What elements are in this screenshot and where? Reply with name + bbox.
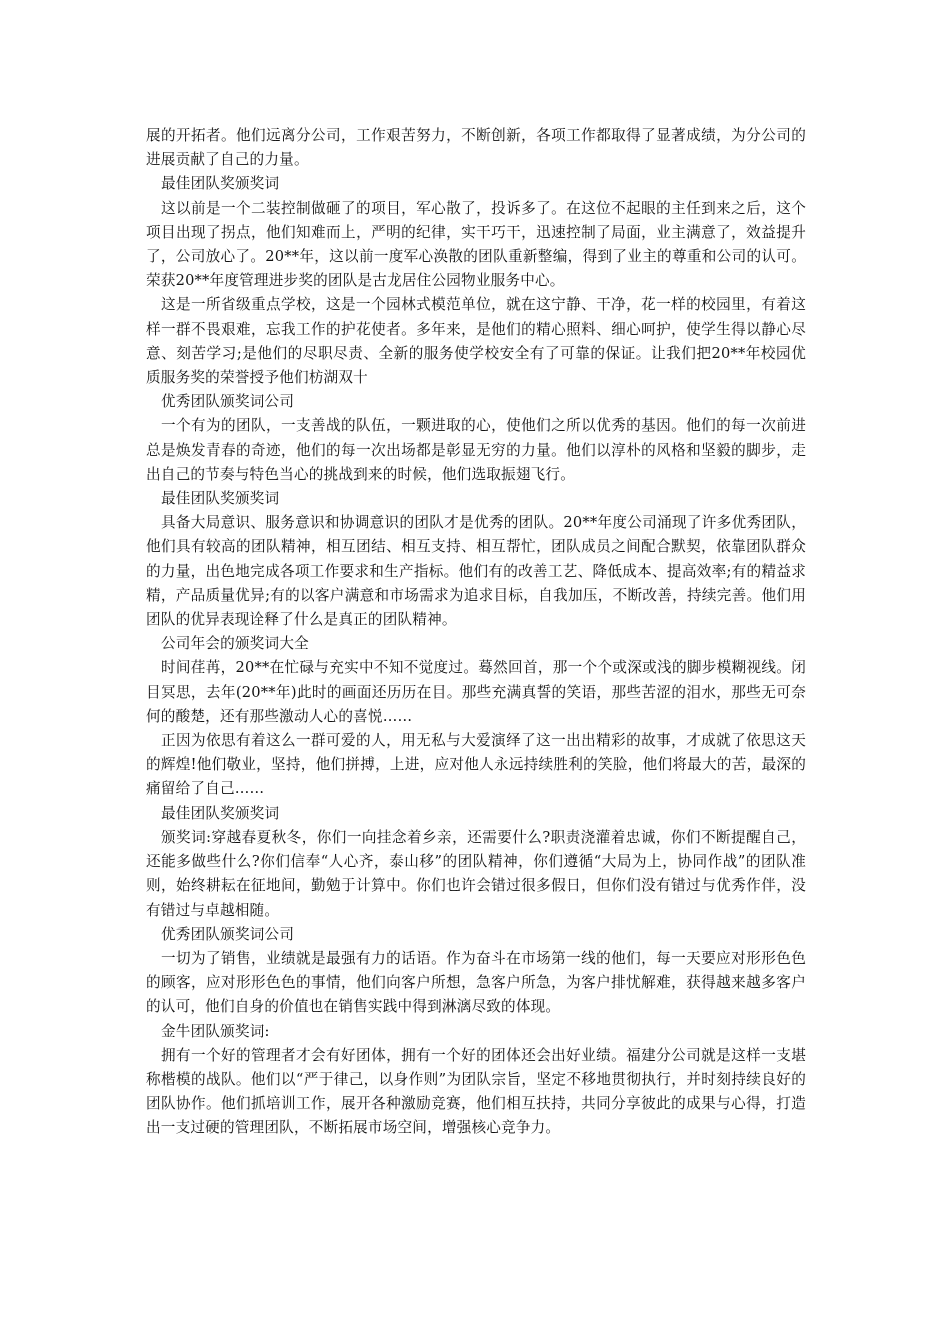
section-heading: 最佳团队奖颁奖词 <box>161 804 280 822</box>
section-heading: 金牛团队颁奖词: <box>161 1022 270 1040</box>
body-paragraph: 一个有为的团队，一支善战的队伍，一颗进取的心，使他们之所以优秀的基因。他们的每一次前进总是焕发青春的奇迹，他们的每一次出场都是彰显无穷的力量。他们以淳朴的风格和坚毅的脚步，走出自己的节奏与特色当心的挑战到来的时候，他们选取振翅飞行。 <box>146 417 806 483</box>
body-paragraph: 正因为依思有着这么一群可爱的人，用无私与大爱演绎了这一出出精彩的故事，才成就了依思这天的辉煌!他们敬业，坚持，他们拼搏，上进，应对他人永远持续胜利的笑脸，他们将最大的苦，最深的痛留给了自己…… <box>146 732 806 798</box>
document-body <box>146 124 806 1141</box>
body-paragraph: 时间荏苒，20**在忙碌与充实中不知不觉度过。蓦然回首，那一个个或深或浅的脚步模糊视线。闭目冥思，去年(20**年)此时的画面还历历在目。那些充满真誓的笑语，那些苦涩的泪水，那些无可奈何的酸楚，还有那些激动人心的喜悦…… <box>146 659 806 725</box>
body-paragraph: 颁奖词:穿越春夏秋冬，你们一向挂念着乡亲，还需要什么?职责浇灌着忠诚，你们不断提醒自己，还能多做些什么?你们信奉“人心齐，泰山移”的团队精神，你们遵循“大局为上，协同作战”的团队准则，始终耕耘在征地间，勤勉于计算中。你们也许会错过很多假日，但你们没有错过与优秀作伴，没有错过与卓越相随。 <box>146 828 806 919</box>
body-paragraph: 这以前是一个二装控制做砸了的项目，军心散了，投诉多了。在这位不起眼的主任到来之后，这个项目出现了拐点，他们知难而上，严明的纪律，实干巧干，迅速控制了局面，业主满意了，效益提升了，公司放心了。20**年，这以前一度军心涣散的团队重新整编，得到了业主的尊重和公司的认可。荣获20**年度管理进步奖的团队是古龙居住公园物业服务中心。 <box>146 199 806 290</box>
body-paragraph: 一切为了销售，业绩就是最强有力的话语。作为奋斗在市场第一线的他们，每一天要应对形形色色的顾客，应对形形色色的事情，他们向客户所想，急客户所急，为客户排忧解难，获得越来越多客户的认可，他们自身的价值也在销售实践中得到淋漓尽致的体现。 <box>146 949 806 1016</box>
section-heading: 最佳团队奖颁奖词 <box>161 175 280 193</box>
body-paragraph: 具备大局意识、服务意识和协调意识的团队才是优秀的团队。20**年度公司涌现了许多优秀团队，他们具有较高的团队精神，相互团结、相互支持、相互帮忙，团队成员之间配合默契，依靠团队群众的力量，出色地完成各项工作要求和生产指标。他们有的改善工艺、降低成本、提高效率;有的精益求精，产品质量优异;有的以客户满意和市场需求为追求目标，自我加压，不断改善，持续完善。他们用团队的优异表现诠释了什么是真正的团队精神。 <box>146 514 806 629</box>
body-paragraph: 拥有一个好的管理者才会有好团体，拥有一个好的团体还会出好业绩。福建分公司就是这样一支堪称楷模的战队。他们以“严于律己，以身作则”为团队宗旨，坚定不移地贯彻执行，并时刻持续良好的团队协作。他们抓培训工作，展开各种激励竞赛，他们相互扶持，共同分享彼此的成果与心得，打造出一支过硬的管理团队，不断拓展市场空间，增强核心竞争力。 <box>146 1046 806 1137</box>
body-paragraph: 这是一所省级重点学校，这是一个园林式模范单位，就在这宁静、干净，花一样的校园里，有着这样一群不畏艰难，忘我工作的护花使者。多年来，是他们的精心照料、细心呵护，使学生得以静心尽意、刻苦学习;是他们的尽职尽责、全新的服务使学校安全有了可靠的保证。让我们把20**年校园优质服务奖的荣誉授予他们枋湖双十 <box>146 296 806 387</box>
section-heading: 公司年会的颁奖词大全 <box>161 635 309 653</box>
section-heading: 最佳团队奖颁奖词 <box>161 490 280 508</box>
section-heading: 优秀团队颁奖词公司 <box>161 925 295 943</box>
section-heading: 优秀团队颁奖词公司 <box>161 393 295 411</box>
body-paragraph: 展的开拓者。他们远离分公司，工作艰苦努力，不断创新，各项工作都取得了显著成绩，为分公司的进展贡献了自己的力量。 <box>146 127 806 169</box>
